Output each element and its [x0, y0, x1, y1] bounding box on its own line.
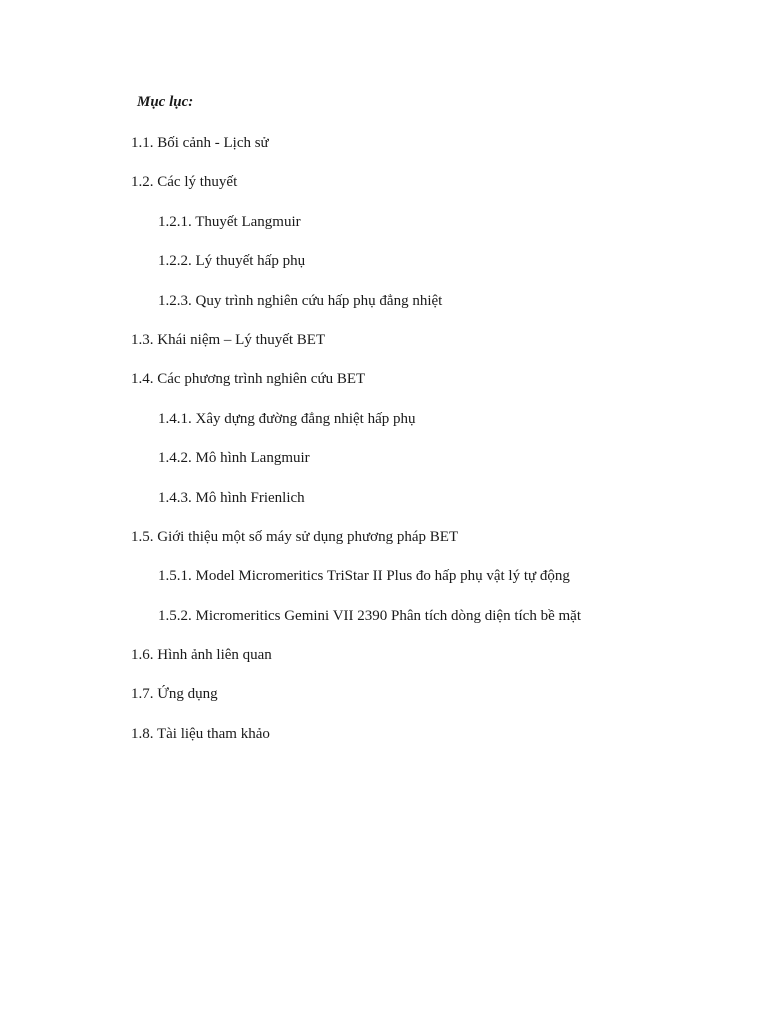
toc-item: 1.8. Tài liệu tham khảo — [131, 725, 270, 742]
toc-subitem: 1.4.2. Mô hình Langmuir — [158, 450, 310, 467]
table-of-contents — [0, 133, 581, 763]
toc-subitem: 1.4.1. Xây dựng đường đẳng nhiệt hấp phụ — [158, 410, 416, 427]
toc-subitem: 1.5.2. Micromeritics Gemini VII 2390 Phân tích dòng diện tích bề mặt — [158, 607, 581, 624]
toc-item: 1.5. Giới thiệu một số máy sử dụng phương pháp BET — [131, 528, 459, 545]
toc-subitem: 1.2.1. Thuyết Langmuir — [158, 213, 301, 230]
toc-subitem: 1.2.3. Quy trình nghiên cứu hấp phụ đẳng nhiệt — [158, 292, 443, 309]
toc-item: 1.7. Ứng dụng — [131, 686, 218, 703]
toc-title: Mục lục: — [137, 94, 194, 110]
toc-item: 1.4. Các phương trình nghiên cứu BET — [131, 371, 366, 388]
toc-item: 1.6. Hình ảnh liên quan — [131, 647, 272, 664]
toc-item: 1.3. Khái niệm – Lý thuyết BET — [131, 331, 326, 348]
toc-subitem: 1.4.3. Mô hình Frienlich — [158, 489, 305, 506]
toc-subitem: 1.2.2. Lý thuyết hấp phụ — [158, 253, 306, 270]
toc-item: 1.2. Các lý thuyết — [131, 174, 238, 191]
toc-item: 1.1. Bối cảnh - Lịch sử — [131, 135, 269, 151]
toc-subitem: 1.5.1. Model Micromeritics TriStar II Plus đo hấp phụ vật lý tự động — [158, 568, 570, 585]
